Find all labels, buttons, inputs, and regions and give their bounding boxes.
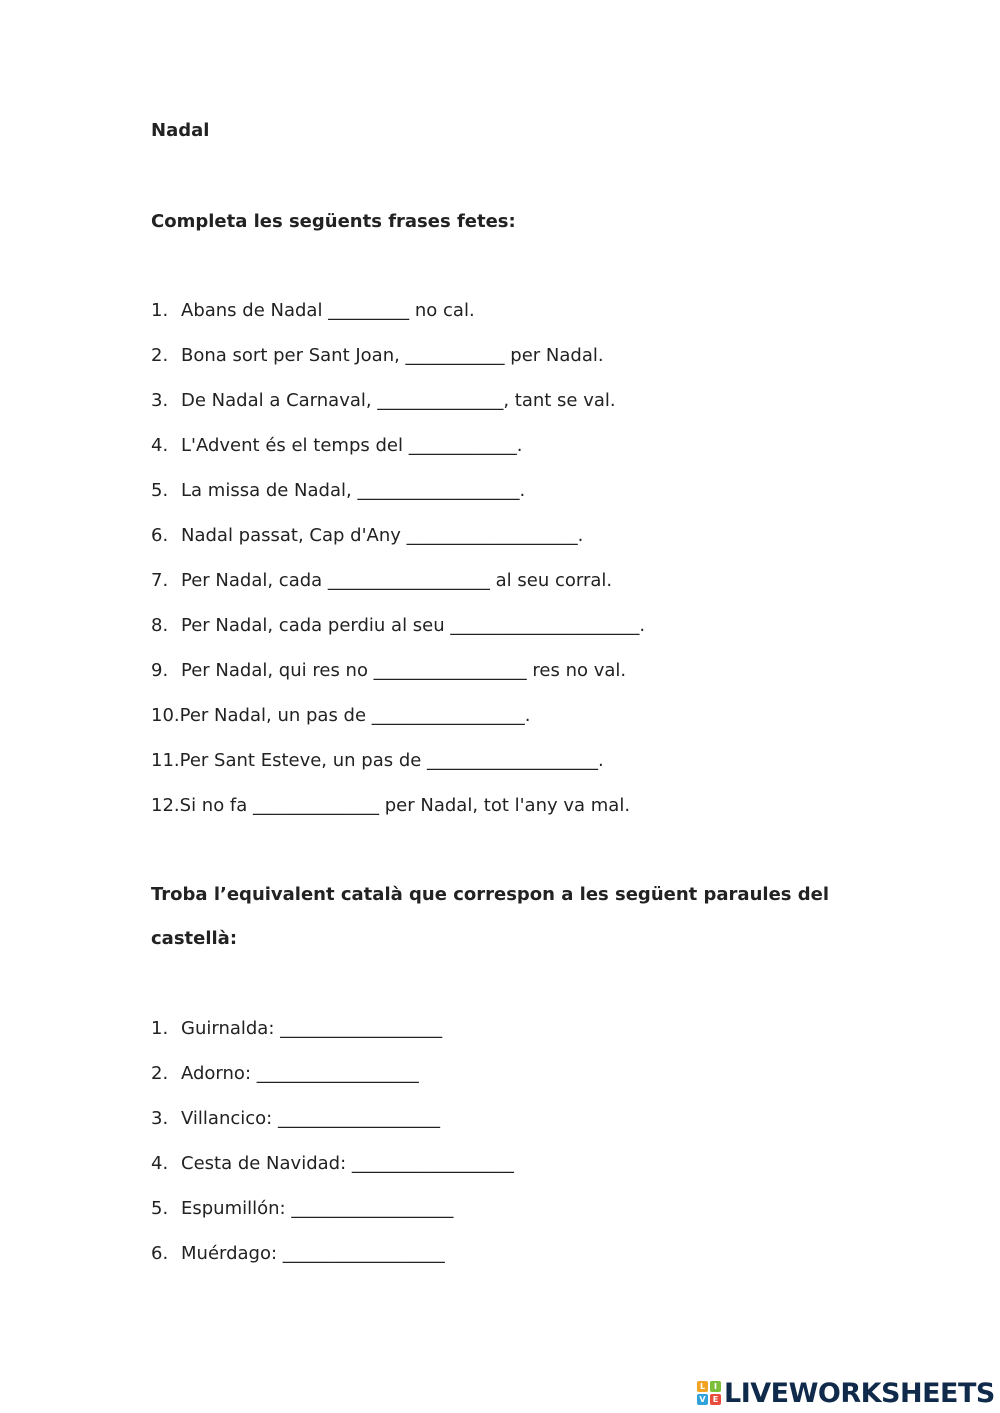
item-number: 7.	[151, 570, 169, 591]
list-item	[151, 748, 645, 793]
item-number: 4.	[151, 435, 169, 456]
list-item	[151, 703, 645, 748]
list-item	[151, 1061, 514, 1106]
logo-text: LIVEWORKSHEETS	[724, 1377, 995, 1409]
list-item	[151, 613, 645, 658]
item-text: Villancico: __________________	[181, 1108, 440, 1129]
item-text: Muérdago: __________________	[181, 1243, 445, 1264]
section-1-list	[151, 298, 645, 838]
section-2-heading: Troba l’equivalent català que correspon a les següent paraules del castellà:	[151, 884, 830, 949]
item-text: Cesta de Navidad: __________________	[181, 1153, 514, 1174]
section-2-list	[151, 1016, 514, 1286]
list-item	[151, 298, 645, 343]
list-item	[151, 658, 645, 703]
list-item	[151, 1196, 514, 1241]
item-text: La missa de Nadal, __________________.	[181, 480, 526, 501]
item-number: 5.	[151, 1198, 169, 1219]
logo-mark-cell: I	[710, 1381, 721, 1392]
item-text: Nadal passat, Cap d'Any ___________________.	[181, 525, 584, 546]
list-item	[151, 568, 645, 613]
item-text: Guirnalda: __________________	[181, 1018, 443, 1039]
item-number: 2.	[151, 1063, 169, 1084]
item-number: 3.	[151, 1108, 169, 1129]
item-text: Espumillón: __________________	[181, 1198, 454, 1219]
document-title: Nadal	[151, 120, 210, 141]
list-item	[151, 1241, 514, 1286]
logo-mark-cell: E	[710, 1394, 721, 1405]
list-item	[151, 388, 645, 433]
item-number: 1.	[151, 1018, 169, 1039]
list-item	[151, 1151, 514, 1196]
item-text: Adorno: __________________	[181, 1063, 419, 1084]
item-number: 3.	[151, 390, 169, 411]
list-item	[151, 1106, 514, 1151]
item-number: 6.	[151, 1243, 169, 1264]
logo-mark-cell: L	[697, 1381, 708, 1392]
item-text: L'Advent és el temps del ____________.	[181, 435, 523, 456]
item-text: De Nadal a Carnaval, ______________, tant se val.	[181, 390, 616, 411]
item-number: 4.	[151, 1153, 169, 1174]
item-text: Per Nadal, cada __________________ al seu corral.	[181, 570, 613, 591]
item-number: 10.	[151, 705, 180, 726]
list-item	[151, 343, 645, 388]
list-item	[151, 1016, 514, 1061]
item-number: 11.	[151, 750, 180, 771]
item-number: 5.	[151, 480, 169, 501]
item-number: 6.	[151, 525, 169, 546]
item-number: 1.	[151, 300, 169, 321]
section-1-heading: Completa les següents frases fetes:	[151, 211, 516, 232]
list-item	[151, 793, 645, 838]
logo-mark-cell: V	[697, 1394, 708, 1405]
item-number: 9.	[151, 660, 169, 681]
item-text: Per Nadal, cada perdiu al seu _____________________.	[181, 615, 646, 636]
list-item	[151, 523, 645, 568]
item-number: 2.	[151, 345, 169, 366]
item-text: Bona sort per Sant Joan, ___________ per Nadal.	[181, 345, 604, 366]
item-text: Abans de Nadal _________ no cal.	[181, 300, 475, 321]
logo-mark-icon	[697, 1381, 721, 1405]
item-text: Per Sant Esteve, un pas de ___________________.	[179, 750, 604, 771]
item-text: Si no fa ______________ per Nadal, tot l'any va mal.	[179, 795, 631, 816]
item-text: Per Nadal, un pas de _________________.	[179, 705, 531, 726]
list-item	[151, 433, 645, 478]
item-number: 8.	[151, 615, 169, 636]
list-item	[151, 478, 645, 523]
liveworksheets-logo[interactable]	[697, 1376, 995, 1410]
item-number: 12.	[151, 795, 180, 816]
item-text: Per Nadal, qui res no _________________ res no val.	[181, 660, 627, 681]
